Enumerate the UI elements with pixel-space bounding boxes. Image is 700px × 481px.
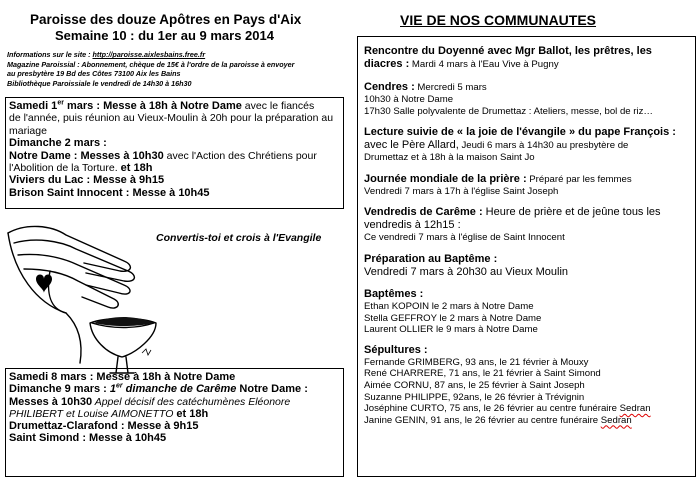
list-item: Fernande GRIMBERG, 93 ans, le 21 février à Mouxy [364,356,589,368]
info-block [7,50,294,88]
list-item: Suzanne PHILIPPE, 92ans, le 26 février à Trévignin [364,391,585,403]
viviers-mass: Viviers du Lac : Messe à 9h15 [9,174,165,187]
sepultures-title: Sépultures : [364,343,428,356]
community-heading: VIE DE NOS COMMUNAUTES [400,12,597,28]
community-content: Rencontre du Doyenné avec Mgr Ballot, les prêtres, les diacres : Mardi 4 mars à l'Eau Vive à Pugny Cendres : Mercredi 5 mars 10h30 à Notre Dame 17h30 Salle polyvalente de Drumettaz : Ateliers, messe, bol de riz… Lecture suivie de « la joie de l'évangile » du pape François : avec le Père Allard, Jeudi 6 mars à 14h30 au presbytère de Drumettaz et à 18h à la maison Saint Jo Journée mondiale de la prière : Préparé par les femmes Vendredi 7 mars à 17h à l'église Saint Joseph Vendredis de Carême : Heure de prière et de jeûne tous les vendredis à 12h15 : Ce vendredi 7 mars à l'église de Saint Innocent Préparation au Baptême : Vendredi 7 mars à 20h30 au Vieux Moulin Baptêmes : Ethan KOPOIN le 2 mars à Notre Dame Stella GEFFROY le 2 mars à Notre Dame Laurent OLLIER le 9 mars à Notre Dame Sépultures : Fernande GRIMBERG, 93 ans, le 21 février à Mouxy René CHARRERE, 71 ans, le 21 février à Saint Simond Aimée CORNU, 87 ans, le 25 février à Saint Joseph Suzanne PHILIPPE, 92ans, le 26 février à Trévignin Joséphine CURTO, 75 ans, le 26 février au centre funéraire Sedran Janine GENIN, 91 ans, le 26 février au centre funéraire Sedran [364,45,676,426]
baptemes-title: Baptêmes : [364,287,424,300]
list-item: Ethan KOPOIN le 2 mars à Notre Dame [364,300,534,312]
illustration-caption: Convertis-toi et crois à l'Evangile [156,232,322,244]
site-label: Informations sur le site : [7,50,93,59]
simond-mass: Saint Simond : Messe à 10h45 [9,432,167,445]
list-item: René CHARRERE, 71 ans, le 21 février à Saint Simond [364,368,601,380]
illustration-hand-bowl [6,213,166,378]
parish-title: Paroisse des douze Apôtres en Pays d'Aix [30,12,302,27]
heart-icon [36,275,52,294]
magazine-line-2: au presbytère 19 Bd des Côtes 73100 Aix les Bains [7,69,181,79]
list-item: Stella GEFFROY le 2 mars à Notre Dame [364,312,542,324]
list-item: Aimée CORNU, 87 ans, le 25 février à Saint Joseph [364,379,585,391]
drumettaz-mass: Drumettaz-Clarafond : Messe à 9h15 [9,420,199,433]
saturday-8-mass: Samedi 8 mars : Messe à 18h à Notre Dame [9,371,236,383]
brison-mass: Brison Saint Innocent : Messe à 10h45 [9,186,210,199]
saturday-1-label: Samedi 1er mars : Messe à 18h à Notre Dame [9,99,242,112]
list-item: Janine GENIN, 91 ans, le 26 février au centre funéraire Sedran [364,414,632,426]
weekend-2-content: Samedi 8 mars : Messe à 18h à Notre Dame Dimanche 9 mars : 1er dimanche de Carême Notre Dame : Messes à 10h30 Appel décisif des catéchumènes Eléonore PHILIBERT et Louise AIMONETTO et 18h Drumettaz-Clarafond : Messe à 9h15 Saint Simond : Messe à 10h45 [9,371,308,445]
list-item: Laurent OLLIER le 9 mars à Notre Dame [364,324,538,336]
site-link[interactable]: http://paroisse.aixlesbains.free.fr [92,50,206,59]
week-subtitle: Semaine 10 : du 1er au 9 mars 2014 [55,28,274,43]
weekend-1-content: Samedi 1er mars : Messe à 18h à Notre Dame avec le fiancés de l'année, puis réunion au Vieux-Moulin à 20h pour la préparation au mariage Dimanche 2 mars : Notre Dame : Messes à 10h30 avec l'Action des Chrétiens pour l'Abolition de la Torture. et 18h Viviers du Lac : Messe à 9h15 Brison Saint Innocent : Messe à 10h45 [9,99,334,199]
list-item: Joséphine CURTO, 75 ans, le 26 février au centre funéraire Sedran [364,403,651,415]
magazine-line-1: Magazine Paroissial : Abonnement, chèque de 15€ à l'ordre de la paroisse à envoyer [7,59,295,69]
library-line: Bibliothèque Paroissiale le vendredi de 14h30 à 16h30 [7,78,192,88]
sunday-2-title: Dimanche 2 mars : [9,137,107,150]
